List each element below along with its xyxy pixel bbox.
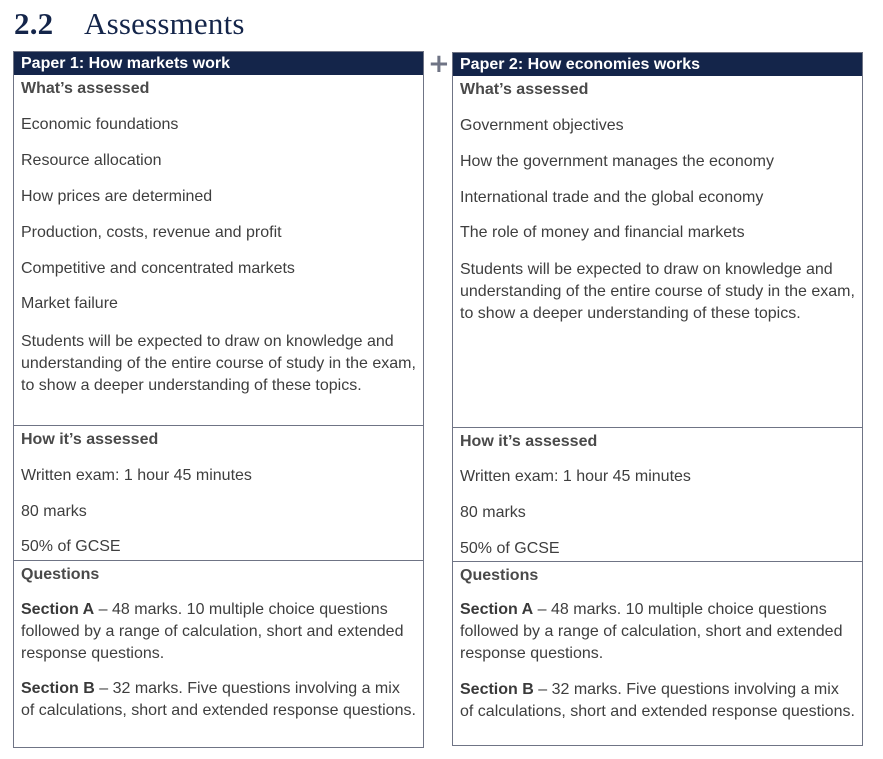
- whats-assessed-note: Students will be expected to draw on knowledge and understanding of the entire course of study in the exam, to show a deeper understanding of these topics.: [460, 261, 855, 322]
- list-item: Competitive and concentrated markets: [21, 260, 295, 277]
- paper-2-title: Paper 2: How economies works: [453, 53, 862, 76]
- paper-1-whats-assessed: [14, 75, 423, 425]
- list-item: 80 marks: [21, 503, 87, 520]
- page-title: [14, 6, 245, 42]
- list-item: Written exam: 1 hour 45 minutes: [21, 467, 252, 484]
- questions-heading: Questions: [21, 566, 100, 583]
- whats-assessed-heading: What’s assessed: [21, 80, 150, 97]
- paper-1-how-assessed: [14, 425, 423, 561]
- paper-1-title: Paper 1: How markets work: [14, 52, 423, 75]
- section-a-label: Section A: [460, 601, 534, 618]
- paper-2-panel: [452, 52, 863, 746]
- section-b-label: Section B: [460, 681, 534, 698]
- list-item: Resource allocation: [21, 152, 162, 169]
- list-item: Production, costs, revenue and profit: [21, 224, 282, 241]
- section-a-text: Section A – 48 marks. 10 multiple choice questions followed by a range of calculation, short and extended response questions.: [21, 601, 404, 662]
- whats-assessed-note: Students will be expected to draw on knowledge and understanding of the entire course of study in the exam, to show a deeper understanding of these topics.: [21, 333, 416, 394]
- section-b-text: Section B – 32 marks. Five questions involving a mix of calculations, short and extended response questions.: [21, 680, 416, 719]
- list-item: Market failure: [21, 295, 118, 312]
- plus-icon: +: [428, 49, 450, 79]
- section-a-text: Section A – 48 marks. 10 multiple choice questions followed by a range of calculation, short and extended response questions.: [460, 601, 843, 662]
- how-assessed-heading: How it’s assessed: [460, 433, 598, 450]
- list-item: How the government manages the economy: [460, 153, 774, 170]
- paper-1-questions: [14, 560, 423, 747]
- paper-2-whats-assessed: [453, 76, 862, 427]
- section-title: Assessments: [84, 6, 245, 41]
- list-item: Economic foundations: [21, 116, 179, 133]
- list-item: Government objectives: [460, 117, 624, 134]
- how-assessed-heading: How it’s assessed: [21, 431, 159, 448]
- list-item: How prices are determined: [21, 188, 213, 205]
- section-b-label: Section B: [21, 680, 95, 697]
- paper-2-how-assessed: [453, 427, 862, 562]
- paper-2-questions: [453, 561, 862, 745]
- list-item: 50% of GCSE: [460, 540, 560, 557]
- list-item: 80 marks: [460, 504, 526, 521]
- list-item: 50% of GCSE: [21, 538, 121, 555]
- paper-1-panel: [13, 51, 424, 748]
- section-b-text: Section B – 32 marks. Five questions involving a mix of calculations, short and extended response questions.: [460, 681, 855, 720]
- list-item: Written exam: 1 hour 45 minutes: [460, 468, 691, 485]
- section-a-label: Section A: [21, 601, 95, 618]
- list-item: International trade and the global economy: [460, 189, 764, 206]
- section-number: 2.2: [14, 6, 54, 41]
- list-item: The role of money and financial markets: [460, 224, 745, 241]
- questions-heading: Questions: [460, 567, 539, 584]
- whats-assessed-heading: What’s assessed: [460, 81, 589, 98]
